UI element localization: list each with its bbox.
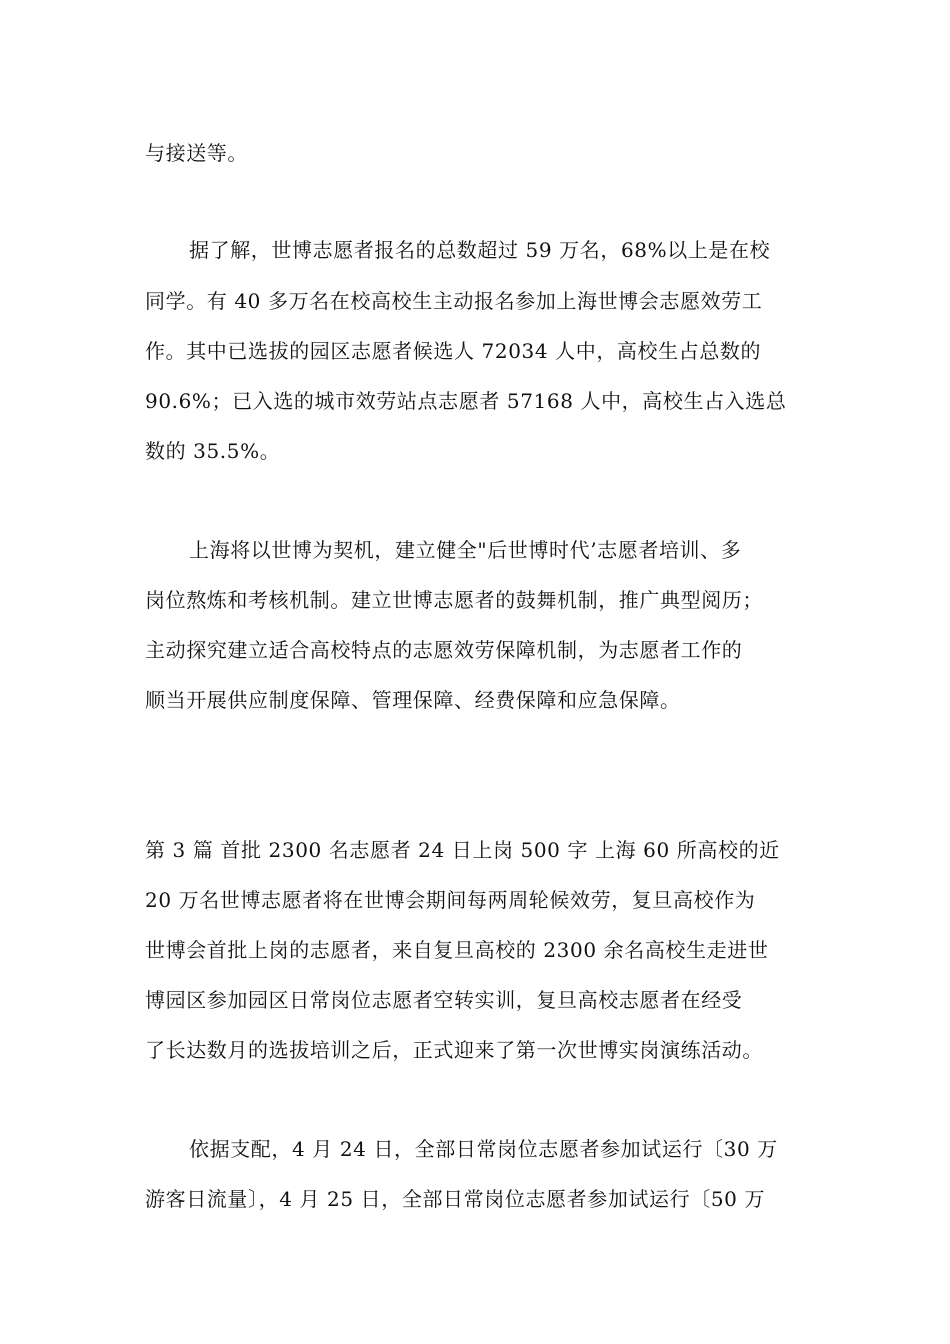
text-line: 主动探究建立适合高校特点的志愿效劳保障机制，为志愿者工作的 [145,638,743,662]
text-line: 上海将以世博为契机，建立健全"后世博时代’志愿者培训、多 [189,538,742,562]
text-line: 据了解，世博志愿者报名的总数超过 59 万名，68%以上是在校 [189,238,771,262]
text-line: 同学。有 40 多万名在校高校生主动报名参加上海世博会志愿效劳工 [145,289,763,313]
text-line: 博园区参加园区日常岗位志愿者空转实训，复旦高校志愿者在经受 [145,988,743,1012]
text-line: 第 3 篇 首批 2300 名志愿者 24 日上岗 500 字 上海 60 所高校的近 [145,838,780,862]
text-line: 20 万名世博志愿者将在世博会期间每两周轮候效劳，复旦高校作为 [145,888,756,912]
text-line: 90.6%；已入选的城市效劳站点志愿者 57168 人中，高校生占入选总 [145,389,787,413]
text-line: 作。其中已选拔的园区志愿者候选人 72034 人中，高校生占总数的 [145,339,762,363]
text-line: 了长达数月的选拔培训之后，正式迎来了第一次世博实岗演练活动。 [145,1038,763,1062]
text-line: 与接送等。 [145,141,248,165]
text-line: 顺当开展供应制度保障、管理保障、经费保障和应急保障。 [145,688,681,712]
text-line: 游客日流量〕，4 月 25 日，全部日常岗位志愿者参加试运行〔50 万 [145,1187,766,1211]
text-line: 数的 35.5%。 [145,439,281,463]
text-line: 岗位熬炼和考核机制。建立世博志愿者的鼓舞机制，推广典型阅历； [145,588,763,612]
text-line: 世博会首批上岗的志愿者，来自复旦高校的 2300 余名高校生走进世 [145,938,769,962]
text-line: 依据支配，4 月 24 日，全部日常岗位志愿者参加试运行〔30 万 [189,1137,778,1161]
